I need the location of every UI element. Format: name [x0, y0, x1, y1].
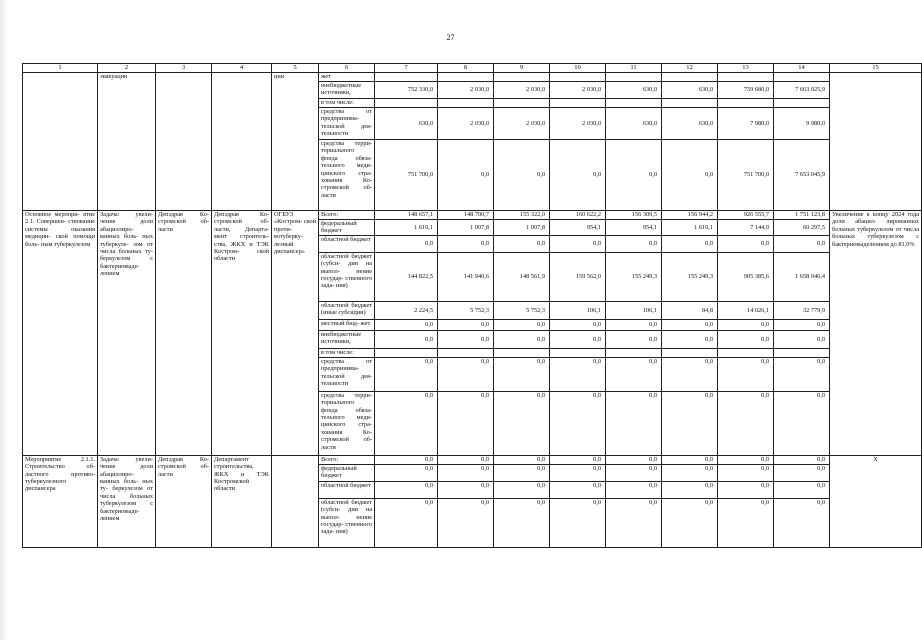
source-label: федеральный бюджет: [319, 464, 375, 481]
value-cell: 0,0: [662, 464, 718, 481]
value-cell: 0,0: [438, 357, 494, 391]
value-cell: [662, 348, 718, 357]
value-cell: 0,0: [494, 498, 550, 547]
value-cell: 0,0: [718, 455, 774, 464]
source-label: федеральный бюджет: [319, 220, 375, 236]
scan-edge: [0, 0, 8, 640]
value-cell: 0,0: [662, 498, 718, 547]
value-cell: 2 030,0: [550, 82, 606, 99]
value-cell: 2 224,5: [375, 301, 438, 319]
value-cell: 7 653 045,9: [774, 140, 830, 211]
value-cell: 0,0: [375, 391, 438, 455]
coordinator-cell: Депздрав Ко- стромской об- ласти: [156, 455, 212, 547]
result-cell: [830, 73, 922, 211]
value-cell: [375, 348, 438, 357]
value-cell: 0,0: [494, 140, 550, 211]
value-cell: 630,0: [606, 108, 662, 140]
value-cell: [606, 73, 662, 82]
value-cell: 0,0: [494, 481, 550, 498]
value-cell: 0,0: [606, 235, 662, 252]
value-cell: 0,0: [718, 498, 774, 547]
value-cell: 106,1: [606, 301, 662, 319]
value-cell: [718, 99, 774, 108]
value-cell: 0,0: [550, 498, 606, 547]
value-cell: 156 309,5: [606, 211, 662, 220]
table-row: [23, 455, 922, 464]
value-cell: 0,0: [718, 391, 774, 455]
value-cell: 2 030,0: [494, 108, 550, 140]
value-cell: [662, 73, 718, 82]
value-cell: 0,0: [438, 140, 494, 211]
value-cell: 0,0: [774, 455, 830, 464]
budget-table: [22, 63, 922, 548]
column-number-4: 4: [212, 64, 272, 73]
value-cell: 0,0: [550, 464, 606, 481]
column-number-12: 12: [662, 64, 718, 73]
value-cell: 954,1: [550, 220, 606, 236]
value-cell: 160 622,2: [550, 211, 606, 220]
column-number-1: 1: [23, 64, 98, 73]
value-cell: 1 610,1: [662, 220, 718, 236]
value-cell: 0,0: [494, 464, 550, 481]
column-number-7: 7: [375, 64, 438, 73]
value-cell: 0,0: [718, 330, 774, 348]
value-cell: 0,0: [438, 481, 494, 498]
column-number-5: 5: [272, 64, 319, 73]
value-cell: 0,0: [718, 235, 774, 252]
value-cell: 0,0: [662, 391, 718, 455]
value-cell: 0,0: [606, 498, 662, 547]
value-cell: [494, 348, 550, 357]
source-label: средства от предпринима- тельской дея- тельности: [319, 108, 375, 140]
value-cell: 0,0: [662, 140, 718, 211]
value-cell: 1 658 046,4: [774, 252, 830, 301]
value-cell: 32 779,9: [774, 301, 830, 319]
value-cell: 0,0: [438, 498, 494, 547]
value-cell: 0,0: [774, 319, 830, 330]
value-cell: 0,0: [550, 330, 606, 348]
participants-cell: Департамент строительства, ЖКХ и ТЭК Костромской области: [212, 455, 272, 547]
executor-cell: ОГБУЗ «Костром- ской проти- вотуберку- лезный диспансер»: [272, 211, 319, 456]
value-cell: 0,0: [494, 319, 550, 330]
value-cell: 0,0: [606, 330, 662, 348]
value-cell: 0,0: [606, 464, 662, 481]
source-label: Всего:: [319, 211, 375, 220]
activity-name-cell: Основное меропри- ятие 2.1. Совершен- ствование системы оказания медицин- ской помощи боль- ным туберкулезом: [23, 211, 98, 456]
value-cell: 9 980,0: [774, 108, 830, 140]
source-label: в том числе:: [319, 348, 375, 357]
source-label: областной бюджет: [319, 235, 375, 252]
col4-cell: [212, 73, 272, 211]
value-cell: 2 030,0: [550, 108, 606, 140]
value-cell: 0,0: [494, 330, 550, 348]
value-cell: 0,0: [550, 357, 606, 391]
value-cell: 0,0: [438, 464, 494, 481]
value-cell: 155 249,3: [606, 252, 662, 301]
source-label: областной бюджет (субси- дии на выпол- нение государ- ственного зада- ния): [319, 252, 375, 301]
value-cell: 0,0: [438, 319, 494, 330]
value-cell: 0,0: [550, 481, 606, 498]
value-cell: 0,0: [662, 319, 718, 330]
column-number-3: 3: [156, 64, 212, 73]
value-cell: 0,0: [662, 235, 718, 252]
table-row: [23, 211, 922, 220]
value-cell: 0,0: [662, 357, 718, 391]
value-cell: 751 700,0: [375, 140, 438, 211]
source-label: областной бюджет: [319, 481, 375, 498]
value-cell: 0,0: [662, 455, 718, 464]
value-cell: 752 330,0: [375, 82, 438, 99]
value-cell: 630,0: [662, 82, 718, 99]
value-cell: 148 657,1: [375, 211, 438, 220]
value-cell: [494, 99, 550, 108]
activity-name-cell: Мероприятие 2.1.1. Строительство об- ластного противо- туберкулезного диспансера: [23, 455, 98, 547]
value-cell: 0,0: [375, 455, 438, 464]
value-cell: 0,0: [550, 140, 606, 211]
value-cell: 0,0: [550, 391, 606, 455]
column-number-row: [23, 64, 922, 73]
value-cell: 159 562,0: [550, 252, 606, 301]
column-number-10: 10: [550, 64, 606, 73]
coordinator-cell: Депздрав Ко- стромской об- ласти: [156, 211, 212, 456]
value-cell: 0,0: [606, 140, 662, 211]
value-cell: [438, 348, 494, 357]
task-cell: Задача: увели- чение доли абациллиро- ванных боль- ных туберкуле- зом от числа больных ту- беркулезом с бактериовыде- лением: [98, 211, 156, 456]
executor-cell: ции: [272, 73, 319, 211]
value-cell: 7 144,0: [718, 220, 774, 236]
value-cell: 0,0: [550, 319, 606, 330]
value-cell: 7 980,0: [718, 108, 774, 140]
value-cell: 0,0: [774, 391, 830, 455]
value-cell: [375, 73, 438, 82]
value-cell: 148 700,7: [438, 211, 494, 220]
table-row: [23, 73, 922, 82]
column-number-2: 2: [98, 64, 156, 73]
value-cell: 1 610,1: [375, 220, 438, 236]
value-cell: 0,0: [774, 330, 830, 348]
value-cell: 60 297,5: [774, 220, 830, 236]
source-label: областной бюджет (иные субсидии): [319, 301, 375, 319]
value-cell: 1 751 123,8: [774, 211, 830, 220]
value-cell: 0,0: [550, 455, 606, 464]
value-cell: 0,0: [375, 357, 438, 391]
value-cell: 14 026,1: [718, 301, 774, 319]
column-number-6: 6: [319, 64, 375, 73]
value-cell: 0,0: [438, 235, 494, 252]
source-label: областной бюджет (субси- дии на выпол- нение государ- ственного зада- ния): [319, 498, 375, 547]
value-cell: 0,0: [494, 357, 550, 391]
responsible-task-cell: эвакуации: [98, 73, 156, 211]
value-cell: 630,0: [375, 108, 438, 140]
value-cell: 0,0: [375, 319, 438, 330]
value-cell: 954,1: [606, 220, 662, 236]
value-cell: 0,0: [774, 235, 830, 252]
value-cell: 630,0: [662, 108, 718, 140]
value-cell: 0,0: [606, 319, 662, 330]
column-number-11: 11: [606, 64, 662, 73]
value-cell: 148 561,9: [494, 252, 550, 301]
value-cell: 0,0: [774, 481, 830, 498]
expected-result-cell: X: [830, 455, 922, 547]
executor-cell: [272, 455, 319, 547]
value-cell: 0,0: [375, 481, 438, 498]
value-cell: 0,0: [774, 357, 830, 391]
source-label: средства терри- ториального фонда обяза- тельного меди- цинского стра- хования Ко- стромской об- ласти: [319, 140, 375, 211]
value-cell: 0,0: [606, 481, 662, 498]
value-cell: 0,0: [494, 235, 550, 252]
column-number-8: 8: [438, 64, 494, 73]
value-cell: 759 680,0: [718, 82, 774, 99]
value-cell: [438, 99, 494, 108]
value-cell: [774, 348, 830, 357]
value-cell: [438, 73, 494, 82]
value-cell: [774, 99, 830, 108]
column-number-14: 14: [774, 64, 830, 73]
value-cell: 5 752,3: [494, 301, 550, 319]
value-cell: 106,1: [550, 301, 606, 319]
value-cell: [606, 99, 662, 108]
source-label: местный бюд- жет: [319, 319, 375, 330]
value-cell: 0,0: [606, 391, 662, 455]
value-cell: 84,8: [662, 301, 718, 319]
value-cell: [550, 348, 606, 357]
value-cell: 0,0: [662, 481, 718, 498]
value-cell: 141 940,6: [438, 252, 494, 301]
value-cell: [606, 348, 662, 357]
value-cell: 0,0: [662, 330, 718, 348]
value-cell: 155 322,0: [494, 211, 550, 220]
col1-cell: [23, 73, 98, 211]
source-label: в том числе:: [319, 99, 375, 108]
value-cell: [375, 99, 438, 108]
value-cell: 1 007,8: [438, 220, 494, 236]
column-number-15: 15: [830, 64, 922, 73]
source-label: Всего:: [319, 455, 375, 464]
value-cell: [774, 73, 830, 82]
value-cell: 5 752,3: [438, 301, 494, 319]
value-cell: 0,0: [606, 357, 662, 391]
value-cell: [718, 348, 774, 357]
column-number-13: 13: [718, 64, 774, 73]
value-cell: 1 007,8: [494, 220, 550, 236]
value-cell: [550, 99, 606, 108]
value-cell: 0,0: [375, 330, 438, 348]
value-cell: 0,0: [774, 464, 830, 481]
value-cell: 0,0: [438, 455, 494, 464]
column-number-9: 9: [494, 64, 550, 73]
value-cell: 926 555,7: [718, 211, 774, 220]
page-number: 27: [446, 33, 455, 42]
value-cell: 0,0: [375, 235, 438, 252]
value-cell: 144 822,5: [375, 252, 438, 301]
task-cell: Задача: увели- чение доли абациллиро- ванных боль- ных ту- беркулезом от числа больных туберкулезом с бактериовыде- лением: [98, 455, 156, 547]
value-cell: 0,0: [375, 498, 438, 547]
value-cell: 155 249,3: [662, 252, 718, 301]
value-cell: 0,0: [718, 319, 774, 330]
value-cell: 2 030,0: [494, 82, 550, 99]
value-cell: 0,0: [606, 455, 662, 464]
value-cell: 0,0: [718, 357, 774, 391]
value-cell: 2 030,0: [438, 82, 494, 99]
value-cell: 0,0: [375, 464, 438, 481]
source-label: жет: [319, 73, 375, 82]
source-label: внебюджетные источники,: [319, 330, 375, 348]
value-cell: 0,0: [718, 481, 774, 498]
value-cell: 751 700,0: [718, 140, 774, 211]
source-label: внебюджетные источники,: [319, 82, 375, 99]
value-cell: [550, 73, 606, 82]
value-cell: 2 030,0: [438, 108, 494, 140]
value-cell: 905 385,6: [718, 252, 774, 301]
value-cell: [718, 73, 774, 82]
value-cell: [662, 99, 718, 108]
participants-cell: Депздрав Ко- стромской об- ласти, Департа- мент строитель- ства, ЖКХ и ТЭК Костром- ской области: [212, 211, 272, 456]
source-label: средства терри- ториального фонда обяза- тельного меди- цинского стра- хования Ко- стромской об- ласти: [319, 391, 375, 455]
value-cell: 0,0: [438, 330, 494, 348]
col3-cell: [156, 73, 212, 211]
value-cell: 0,0: [774, 498, 830, 547]
source-label: средства от предпринима- тельской дея- тельности: [319, 357, 375, 391]
value-cell: 0,0: [718, 464, 774, 481]
value-cell: [494, 73, 550, 82]
expected-result-cell: Увеличение к концу 2024 года доли абацил- лированных больных туберкулезом от числа больных туберкулезом с бактериовыделением до 81,0%: [830, 211, 922, 456]
value-cell: 156 944,2: [662, 211, 718, 220]
value-cell: 0,0: [550, 235, 606, 252]
value-cell: 0,0: [494, 391, 550, 455]
value-cell: 0,0: [494, 455, 550, 464]
value-cell: 0,0: [438, 391, 494, 455]
value-cell: 630,0: [606, 82, 662, 99]
value-cell: 7 663 025,9: [774, 82, 830, 99]
